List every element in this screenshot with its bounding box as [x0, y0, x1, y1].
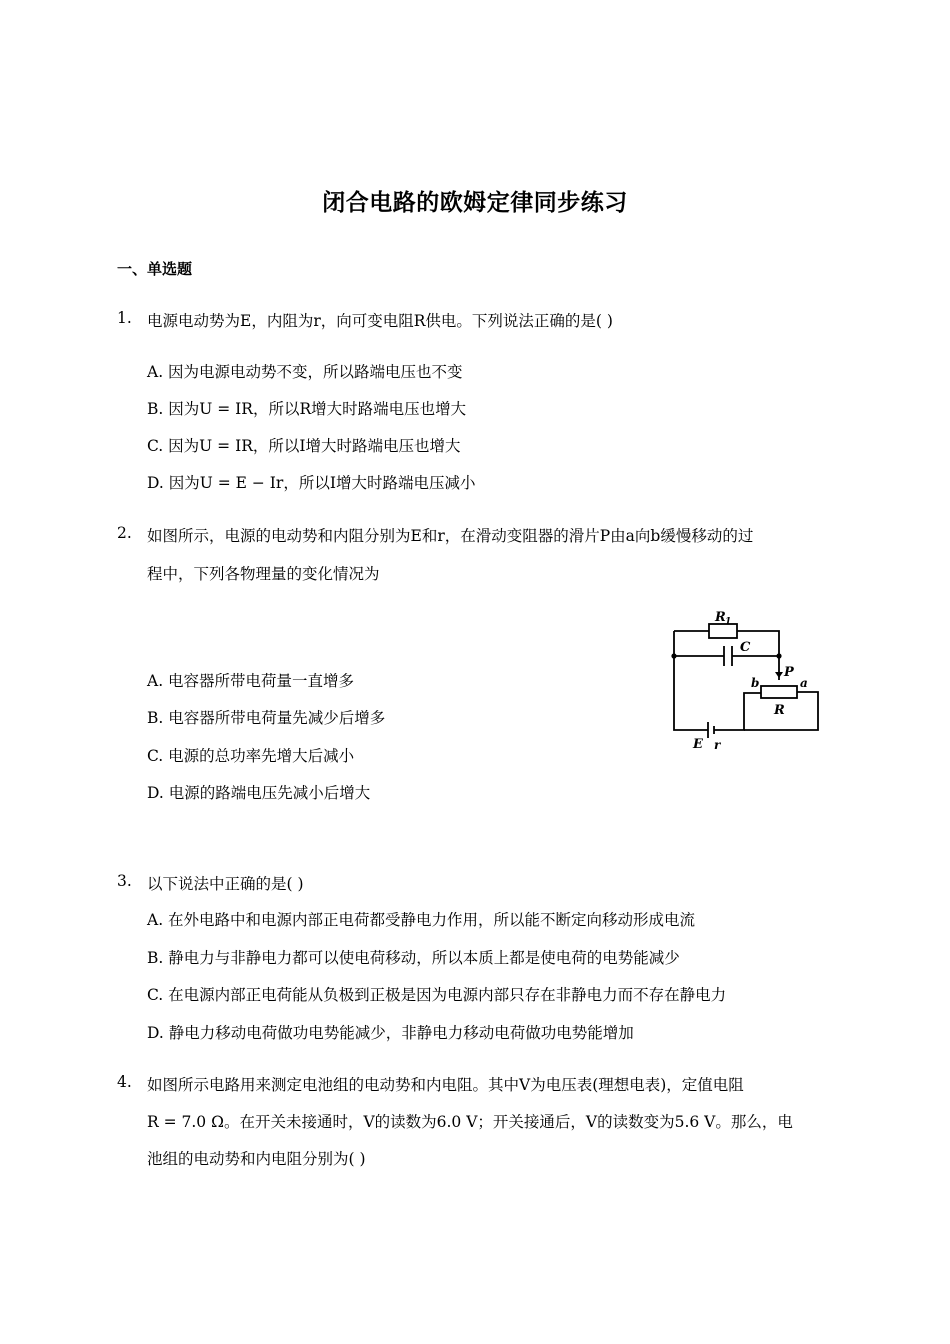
- circuit-diagram: [660, 600, 830, 760]
- option-b: B. 电容器所带电荷量先减少后增多: [147, 709, 386, 727]
- option-c: C. 在电源内部正电荷能从负极到正极是因为电源内部只存在非静电力而不存在静电力: [147, 986, 727, 1004]
- label-a: a: [800, 676, 808, 690]
- label-r1: R: [715, 610, 726, 625]
- option-d: D. 因为U = E − Ir，所以I增大时路端电压减小: [147, 474, 476, 492]
- question-stem: 以下说法中正确的是( ): [147, 875, 304, 893]
- option-d: D. 电源的路端电压先减小后增大: [147, 784, 371, 802]
- label-r1-sub: 1: [725, 617, 732, 627]
- label-c: C: [740, 640, 751, 655]
- question-number: 3.: [117, 872, 132, 890]
- option-c: C. 因为U = IR，所以I增大时路端电压也增大: [147, 437, 461, 455]
- label-b: b: [751, 676, 760, 690]
- question-number: 4.: [117, 1073, 132, 1091]
- label-internal-r: r: [714, 738, 721, 752]
- label-r: R: [774, 703, 785, 718]
- question-stem: 电源电动势为E，内阻为r，向可变电阻R供电。下列说法正确的是( ): [147, 312, 613, 330]
- section-heading: 一、单选题: [117, 260, 193, 278]
- option-a: A. 因为电源电动势不变，所以路端电压也不变: [147, 363, 463, 381]
- question-number: 1.: [117, 309, 132, 327]
- question-number: 2.: [117, 524, 132, 542]
- option-a: A. 在外电路中和电源内部正电荷都受静电力作用，所以能不断定向移动形成电流: [147, 911, 696, 929]
- slider-arrow: [775, 672, 783, 678]
- question-stem-line-3: 池组的电动势和内电阻分别为( ): [147, 1150, 366, 1168]
- option-b: B. 静电力与非静电力都可以使电荷移动，所以本质上都是使电荷的电势能减少: [147, 949, 680, 967]
- option-b: B. 因为U = IR，所以R增大时路端电压也增大: [147, 400, 467, 418]
- option-c: C. 电源的总功率先增大后减小: [147, 747, 355, 765]
- page-title: 闭合电路的欧姆定律同步练习: [322, 190, 628, 216]
- question-stem-line-2: 程中，下列各物理量的变化情况为: [147, 565, 380, 583]
- question-stem-line-1: 如图所示，电源的电动势和内阻分别为E和r，在滑动变阻器的滑片P由a向b缓慢移动的过: [147, 527, 754, 545]
- question-stem-line-2: R = 7.0 Ω。在开关未接通时，V的读数为6.0 V；开关接通后，V的读数变为5.6 V。那么，电: [147, 1113, 793, 1131]
- question-stem-line-1: 如图所示电路用来测定电池组的电动势和内电阻。其中V为电压表(理想电表)，定值电阻: [147, 1076, 744, 1094]
- option-a: A. 电容器所带电荷量一直增多: [147, 672, 355, 690]
- option-d: D. 静电力移动电荷做功电势能减少，非静电力移动电荷做功电势能增加: [147, 1024, 634, 1042]
- label-p: P: [784, 665, 794, 680]
- label-e: E: [693, 737, 703, 752]
